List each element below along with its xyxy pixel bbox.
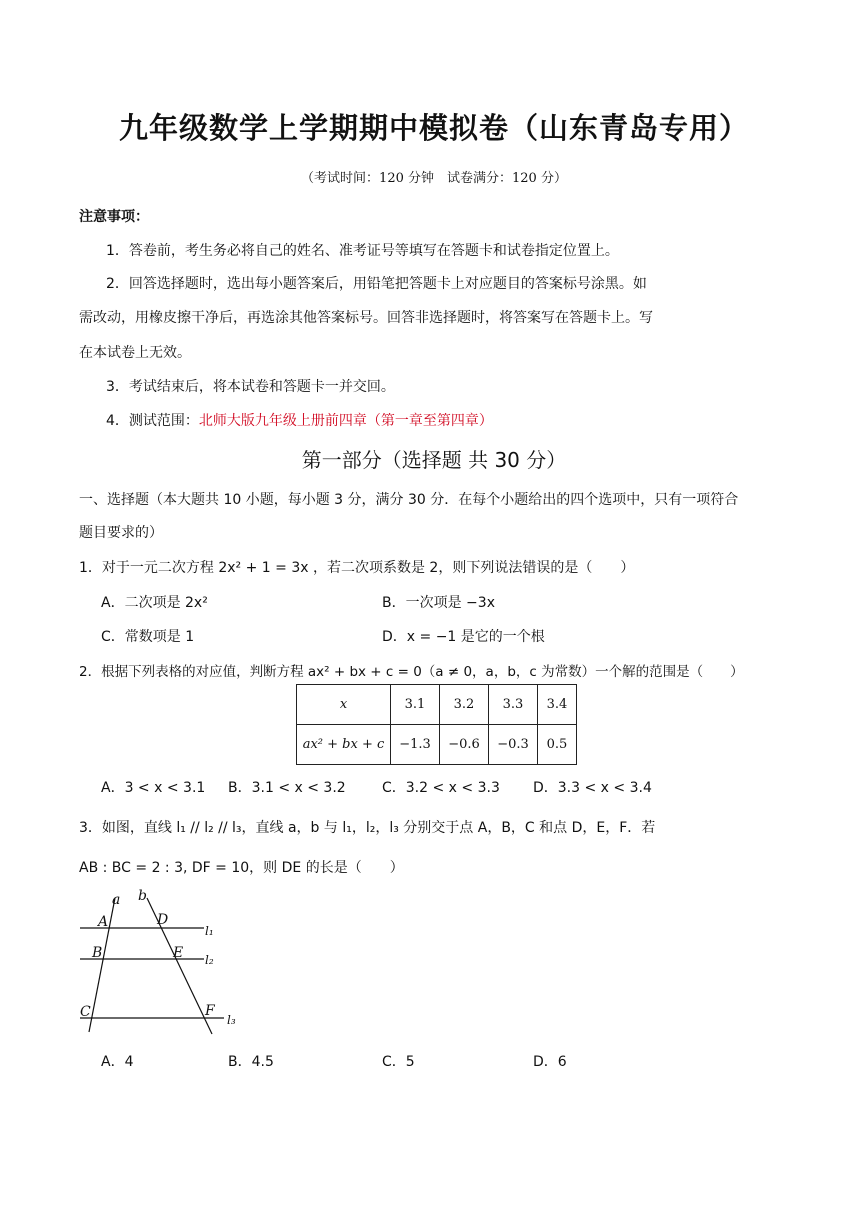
- q1-stem: 1．对于一元二次方程 2x² + 1 = 3x ，若二次项系数是 2，则下列说法错误的是（ ）: [79, 560, 635, 576]
- label-point-a: A: [98, 914, 109, 930]
- q3-stem-line-2: AB : BC = 2 : 3, DF = 10，则 DE 的长是（ ）: [79, 860, 404, 876]
- label-point-f: F: [205, 1003, 215, 1019]
- label-point-d: D: [157, 912, 169, 928]
- table-cell: −1.3: [391, 725, 440, 765]
- notice-item-4-prefix: 4．测试范围：: [106, 413, 199, 429]
- exam-subtitle: （考试时间：120 分钟 试卷满分：120 分）: [301, 171, 567, 186]
- q2-stem: 2．根据下列表格的对应值，判断方程 ax² + bx + c = 0（a ≠ 0，a，b，c 为常数）一个解的范围是（ ）: [79, 664, 744, 680]
- label-l2: l₂: [205, 953, 214, 967]
- q3-option-d: D．6: [533, 1054, 567, 1070]
- q2-value-table: [296, 684, 577, 765]
- test-range: 北师大版九年级上册前四章（第一章至第四章）: [198, 413, 493, 429]
- notice-item-3: 3．考试结束后，将本试卷和答题卡一并交回。: [106, 379, 395, 395]
- q1-option-c: C．常数项是 1: [101, 629, 195, 645]
- notice-heading: 注意事项：: [79, 209, 149, 225]
- q1-option-a: A．二次项是 2x²: [101, 595, 208, 611]
- table-row-label: ax² + bx + c: [297, 725, 391, 765]
- table-cell: 3.3: [489, 685, 538, 725]
- exam-title: 九年级数学上学期期中模拟卷（山东青岛专用）: [118, 111, 749, 145]
- part1-instruction-line-1: 一、选择题（本大题共 10 小题，每小题 3 分，满分 30 分．在每个小题给出的四个选项中，只有一项符合: [79, 492, 739, 508]
- q3-option-c: C．5: [382, 1054, 415, 1070]
- table-cell: 3.1: [391, 685, 440, 725]
- q2-option-b: B．3.1 < x < 3.2: [228, 780, 346, 796]
- table-row: [297, 725, 577, 765]
- q1-option-b: B．一次项是 −3x: [382, 595, 495, 611]
- notice-item-1: 1．答卷前，考生务必将自己的姓名、准考证号等填写在答题卡和试卷指定位置上。: [106, 243, 619, 259]
- part1-instruction-line-2: 题目要求的）: [79, 525, 163, 541]
- table-cell: 0.5: [538, 725, 577, 765]
- table-cell: 3.2: [440, 685, 489, 725]
- part1-heading: 第一部分（选择题 共 30 分）: [301, 448, 567, 472]
- q2-option-a: A．3 < x < 3.1: [101, 780, 206, 796]
- label-a: a: [112, 892, 121, 908]
- table-cell: −0.6: [440, 725, 489, 765]
- q2-option-d: D．3.3 < x < 3.4: [533, 780, 652, 796]
- label-l3: l₃: [227, 1013, 236, 1027]
- q3-parallel-lines-figure: [74, 884, 249, 1044]
- notice-item-2-line-3: 在本试卷上无效。: [79, 345, 191, 361]
- table-row-label: x: [297, 685, 391, 725]
- label-point-c: C: [80, 1004, 91, 1020]
- label-l1: l₁: [205, 924, 214, 938]
- q3-option-a: A．4: [101, 1054, 134, 1070]
- label-point-b: B: [92, 945, 103, 961]
- q3-option-b: B．4.5: [228, 1054, 274, 1070]
- notice-item-4: [106, 410, 493, 430]
- q1-option-d: D．x = −1 是它的一个根: [382, 629, 545, 645]
- label-b: b: [138, 888, 147, 904]
- q2-option-c: C．3.2 < x < 3.3: [382, 780, 500, 796]
- notice-item-2-line-2: 需改动，用橡皮擦干净后，再选涂其他答案标号。回答非选择题时，将答案写在答题卡上。写: [79, 310, 653, 326]
- label-point-e: E: [173, 945, 184, 961]
- q3-stem-line-1: 3．如图，直线 l₁ // l₂ // l₃，直线 a，b 与 l₁，l₂，l₃ 分别交于点 A，B，C 和点 D，E，F．若: [79, 820, 656, 836]
- table-row: [297, 685, 577, 725]
- table-cell: −0.3: [489, 725, 538, 765]
- notice-item-2-line-1: 2．回答选择题时，选出每小题答案后，用铅笔把答题卡上对应题目的答案标号涂黑。如: [106, 276, 647, 292]
- table-cell: 3.4: [538, 685, 577, 725]
